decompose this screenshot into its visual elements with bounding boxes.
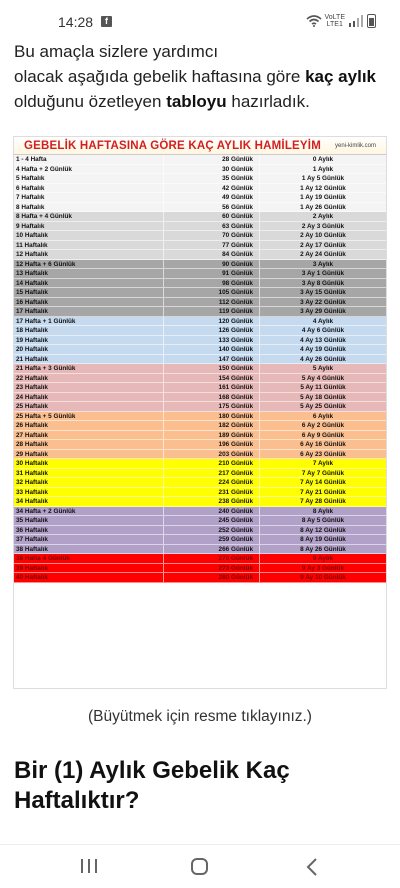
intro-line-2-text: olacak aşağıda gebelik haftasına göre bbox=[14, 67, 306, 86]
months-cell: 3 Aylık bbox=[312, 260, 334, 268]
table-row bbox=[14, 364, 386, 374]
status-bar bbox=[0, 0, 400, 40]
months-cell: 4 Ay 26 Günlük bbox=[300, 355, 346, 363]
days-cell: 91 Günlük bbox=[164, 269, 260, 278]
days-cell: 189 Günlük bbox=[164, 431, 260, 440]
months-cell: 6 Ay 23 Günlük bbox=[300, 450, 346, 458]
months-cell: 1 Ay 26 Günlük bbox=[300, 203, 346, 211]
table-row bbox=[14, 412, 386, 422]
table-row bbox=[14, 450, 386, 460]
months-cell: 5 Aylık bbox=[312, 365, 334, 372]
days-cell: 84 Günlük bbox=[164, 250, 260, 259]
pregnancy-table-image[interactable] bbox=[13, 136, 387, 689]
table-row bbox=[14, 355, 386, 365]
months-cell: 1 Ay 19 Günlük bbox=[300, 194, 346, 201]
months-cell: 7 Ay 14 Günlük bbox=[300, 479, 346, 486]
wifi-icon bbox=[306, 15, 322, 27]
days-cell: 270 Günlük bbox=[164, 554, 260, 563]
table-row bbox=[14, 440, 386, 450]
days-cell: 126 Günlük bbox=[164, 326, 260, 335]
months-cell: 8 Ay 26 Günlük bbox=[300, 545, 346, 553]
recents-icon bbox=[95, 859, 97, 873]
days-cell: 90 Günlük bbox=[164, 260, 260, 269]
days-cell: 120 Günlük bbox=[164, 317, 260, 326]
table-row bbox=[14, 260, 386, 270]
days-cell: 49 Günlük bbox=[164, 193, 260, 202]
days-cell: 196 Günlük bbox=[164, 440, 260, 449]
days-cell: 133 Günlük bbox=[164, 336, 260, 345]
table-row bbox=[14, 336, 386, 346]
days-cell: 112 Günlük bbox=[164, 298, 260, 307]
months-cell: 8 Ay 12 Günlük bbox=[300, 526, 346, 534]
table-row bbox=[14, 345, 386, 355]
week-cell: 21 Haftalık bbox=[14, 355, 164, 364]
table-row bbox=[14, 469, 386, 479]
table-title: GEBELİK HAFTASINA GÖRE KAÇ AYLIK HAMİLEYİM bbox=[24, 139, 321, 152]
week-cell: 21 Hafta + 3 Günlük bbox=[14, 364, 164, 373]
week-cell: 19 Haftalık bbox=[14, 336, 164, 345]
months-cell: 8 Aylık bbox=[312, 507, 334, 515]
months-cell: 1 Ay 5 Günlük bbox=[301, 175, 345, 182]
volte-label: VoLTE bbox=[324, 14, 345, 21]
week-cell: 25 Haftalık bbox=[14, 402, 164, 411]
week-cell: 39 Haftalık bbox=[14, 564, 164, 573]
table-row bbox=[14, 497, 386, 507]
table-row bbox=[14, 203, 386, 213]
week-cell: 1 - 4 Hafta bbox=[14, 155, 164, 164]
recents-icon bbox=[88, 859, 90, 873]
week-cell: 6 Haftalık bbox=[14, 184, 164, 193]
months-cell: 4 Ay 13 Günlük bbox=[300, 336, 346, 344]
months-cell: 6 Ay 9 Günlük bbox=[301, 431, 345, 439]
months-cell: 9 Ay 3 Günlük bbox=[301, 564, 345, 572]
week-cell: 13 Haftalık bbox=[14, 269, 164, 278]
days-cell: 70 Günlük bbox=[164, 231, 260, 240]
table-row bbox=[14, 241, 386, 251]
months-cell: 6 Aylık bbox=[312, 412, 334, 420]
table-row bbox=[14, 507, 386, 517]
status-time: 14:28 bbox=[58, 14, 94, 30]
days-cell: 203 Günlük bbox=[164, 450, 260, 459]
week-cell: 27 Haftalık bbox=[14, 431, 164, 440]
days-cell: 161 Günlük bbox=[164, 383, 260, 392]
table-row bbox=[14, 478, 386, 488]
months-cell: 5 Ay 4 Günlük bbox=[301, 374, 345, 382]
table-row bbox=[14, 231, 386, 241]
table-row bbox=[14, 212, 386, 222]
week-cell: 18 Haftalık bbox=[14, 326, 164, 335]
week-cell: 32 Haftalık bbox=[14, 478, 164, 487]
months-cell: 7 Ay 7 Günlük bbox=[301, 469, 345, 477]
days-cell: 224 Günlük bbox=[164, 478, 260, 487]
week-cell: 8 Hafta + 4 Günlük bbox=[14, 212, 164, 221]
months-cell: 2 Ay 17 Günlük bbox=[300, 241, 346, 249]
week-cell: 28 Haftalık bbox=[14, 440, 164, 449]
table-row bbox=[14, 516, 386, 526]
days-cell: 140 Günlük bbox=[164, 345, 260, 354]
table-row bbox=[14, 545, 386, 555]
week-cell: 40 Haftalık bbox=[14, 573, 164, 582]
week-cell: 31 Haftalık bbox=[14, 469, 164, 478]
table-row bbox=[14, 431, 386, 441]
table-site: yeni-kimlik.com bbox=[334, 142, 376, 149]
week-cell: 36 Haftalık bbox=[14, 526, 164, 535]
days-cell: 168 Günlük bbox=[164, 393, 260, 402]
recents-button[interactable] bbox=[81, 859, 97, 873]
table-row bbox=[14, 564, 386, 574]
table-row bbox=[14, 298, 386, 308]
week-cell: 22 Haftalık bbox=[14, 374, 164, 383]
months-cell: 7 Ay 21 Günlük bbox=[300, 488, 346, 496]
back-icon bbox=[308, 859, 316, 875]
week-cell: 38 Hafta 4 Günlük bbox=[14, 554, 164, 563]
week-cell: 34 Hafta + 2 Günlük bbox=[14, 507, 164, 516]
days-cell: 240 Günlük bbox=[164, 507, 260, 516]
table-row bbox=[14, 184, 386, 194]
week-cell: 24 Haftalık bbox=[14, 393, 164, 402]
intro-line-3-bold: tabloyu bbox=[166, 92, 227, 111]
week-cell: 12 Hafta + 6 Günlük bbox=[14, 260, 164, 269]
months-cell: 0 Aylık bbox=[312, 156, 334, 163]
months-cell: 5 Ay 18 Günlük bbox=[300, 393, 346, 401]
months-cell: 5 Ay 25 Günlük bbox=[300, 403, 346, 410]
week-cell: 17 Hafta + 1 Günlük bbox=[14, 317, 164, 326]
section-heading: Bir (1) Aylık Gebelik Kaç Haftalıktır? bbox=[14, 757, 290, 814]
home-button[interactable] bbox=[191, 858, 208, 875]
intro-line-2 bbox=[14, 64, 394, 89]
table-row bbox=[14, 317, 386, 327]
days-cell: 210 Günlük bbox=[164, 459, 260, 468]
week-cell: 33 Haftalık bbox=[14, 488, 164, 497]
table-header bbox=[14, 137, 386, 155]
table-row bbox=[14, 250, 386, 260]
intro-paragraph bbox=[14, 39, 394, 114]
months-cell: 9 Ay 10 Günlük bbox=[300, 574, 346, 581]
months-cell: 7 Ay 28 Günlük bbox=[300, 498, 346, 505]
months-cell: 9 Aylık bbox=[312, 555, 334, 562]
week-cell: 10 Haftalık bbox=[14, 231, 164, 240]
back-button[interactable] bbox=[305, 857, 319, 877]
months-cell: 4 Ay 6 Günlük bbox=[301, 327, 345, 334]
week-cell: 12 Haftalık bbox=[14, 250, 164, 259]
week-cell: 16 Haftalık bbox=[14, 298, 164, 307]
days-cell: 231 Günlük bbox=[164, 488, 260, 497]
days-cell: 119 Günlük bbox=[164, 307, 260, 316]
table-rows bbox=[14, 155, 386, 583]
months-cell: 3 Ay 15 Günlük bbox=[300, 289, 346, 296]
week-cell: 17 Haftalık bbox=[14, 307, 164, 316]
week-cell: 8 Haftalık bbox=[14, 203, 164, 212]
table-row bbox=[14, 459, 386, 469]
week-cell: 29 Haftalık bbox=[14, 450, 164, 459]
week-cell: 15 Haftalık bbox=[14, 288, 164, 297]
table-row bbox=[14, 393, 386, 403]
week-cell: 30 Haftalık bbox=[14, 459, 164, 468]
table-row bbox=[14, 402, 386, 412]
months-cell: 4 Ay 19 Günlük bbox=[300, 346, 346, 353]
days-cell: 180 Günlük bbox=[164, 412, 260, 421]
week-cell: 23 Haftalık bbox=[14, 383, 164, 392]
days-cell: 42 Günlük bbox=[164, 184, 260, 193]
months-cell: 2 Aylık bbox=[312, 213, 334, 220]
week-cell: 35 Haftalık bbox=[14, 516, 164, 525]
table-row bbox=[14, 222, 386, 232]
intro-line-2-bold: kaç aylık bbox=[305, 67, 376, 86]
week-cell: 4 Hafta + 2 Günlük bbox=[14, 165, 164, 174]
days-cell: 150 Günlük bbox=[164, 364, 260, 373]
months-cell: 2 Ay 10 Günlük bbox=[300, 232, 346, 239]
image-caption: (Büyütmek için resme tıklayınız.) bbox=[88, 708, 312, 725]
days-cell: 245 Günlük bbox=[164, 516, 260, 525]
months-cell: 4 Aylık bbox=[312, 317, 334, 325]
days-cell: 147 Günlük bbox=[164, 355, 260, 364]
intro-line-1: Bu amaçla sizlere yardımcı bbox=[14, 42, 219, 61]
days-cell: 98 Günlük bbox=[164, 279, 260, 288]
days-cell: 273 Günlük bbox=[164, 564, 260, 573]
week-cell: 25 Hafta + 5 Günlük bbox=[14, 412, 164, 421]
week-cell: 11 Haftalık bbox=[14, 241, 164, 250]
lte-label: LTE1 bbox=[326, 21, 343, 28]
week-cell: 9 Haftalık bbox=[14, 222, 164, 231]
table-row bbox=[14, 165, 386, 175]
months-cell: 3 Ay 22 Günlük bbox=[300, 298, 346, 306]
intro-line-3 bbox=[14, 89, 394, 114]
week-cell: 34 Haftalık bbox=[14, 497, 164, 506]
days-cell: 28 Günlük bbox=[164, 155, 260, 164]
months-cell: 1 Ay 12 Günlük bbox=[300, 184, 346, 192]
table-row bbox=[14, 383, 386, 393]
days-cell: 63 Günlük bbox=[164, 222, 260, 231]
week-cell: 38 Haftalık bbox=[14, 545, 164, 554]
navigation-bar bbox=[0, 844, 400, 888]
months-cell: 8 Ay 5 Günlük bbox=[301, 517, 345, 524]
facebook-notification-icon: f bbox=[101, 16, 112, 27]
days-cell: 259 Günlük bbox=[164, 535, 260, 544]
months-cell: 7 Aylık bbox=[312, 460, 334, 467]
days-cell: 105 Günlük bbox=[164, 288, 260, 297]
battery-icon bbox=[367, 14, 376, 28]
table-row bbox=[14, 421, 386, 431]
table-row bbox=[14, 193, 386, 203]
volte-indicator bbox=[325, 14, 346, 28]
months-cell: 2 Ay 3 Günlük bbox=[301, 222, 345, 230]
table-row bbox=[14, 554, 386, 564]
months-cell: 2 Ay 24 Günlük bbox=[300, 251, 346, 258]
table-row bbox=[14, 374, 386, 384]
months-cell: 8 Ay 19 Günlük bbox=[300, 536, 346, 543]
table-row bbox=[14, 279, 386, 289]
signal-icon bbox=[348, 15, 364, 27]
week-cell: 26 Haftalık bbox=[14, 421, 164, 430]
months-cell: 6 Ay 16 Günlük bbox=[300, 441, 346, 448]
days-cell: 35 Günlük bbox=[164, 174, 260, 183]
days-cell: 175 Günlük bbox=[164, 402, 260, 411]
table-row bbox=[14, 326, 386, 336]
table-row bbox=[14, 155, 386, 165]
days-cell: 252 Günlük bbox=[164, 526, 260, 535]
week-cell: 7 Haftalık bbox=[14, 193, 164, 202]
days-cell: 280 Günlük bbox=[164, 573, 260, 582]
days-cell: 154 Günlük bbox=[164, 374, 260, 383]
table-row bbox=[14, 535, 386, 545]
week-cell: 5 Haftalık bbox=[14, 174, 164, 183]
week-cell: 20 Haftalık bbox=[14, 345, 164, 354]
days-cell: 182 Günlük bbox=[164, 421, 260, 430]
days-cell: 56 Günlük bbox=[164, 203, 260, 212]
week-cell: 37 Haftalık bbox=[14, 535, 164, 544]
recents-icon bbox=[81, 859, 83, 873]
table-row bbox=[14, 307, 386, 317]
days-cell: 217 Günlük bbox=[164, 469, 260, 478]
days-cell: 238 Günlük bbox=[164, 497, 260, 506]
days-cell: 77 Günlük bbox=[164, 241, 260, 250]
days-cell: 60 Günlük bbox=[164, 212, 260, 221]
days-cell: 266 Günlük bbox=[164, 545, 260, 554]
table-row bbox=[14, 174, 386, 184]
table-row bbox=[14, 269, 386, 279]
intro-line-3-end: hazırladık. bbox=[226, 92, 310, 111]
week-cell: 14 Haftalık bbox=[14, 279, 164, 288]
table-row bbox=[14, 288, 386, 298]
months-cell: 5 Ay 11 Günlük bbox=[300, 384, 346, 391]
months-cell: 1 Aylık bbox=[312, 165, 334, 173]
table-row bbox=[14, 573, 386, 583]
status-indicators bbox=[306, 14, 377, 28]
months-cell: 6 Ay 2 Günlük bbox=[301, 422, 345, 429]
days-cell: 30 Günlük bbox=[164, 165, 260, 174]
table-row bbox=[14, 526, 386, 536]
months-cell: 3 Ay 29 Günlük bbox=[300, 308, 346, 315]
table-row bbox=[14, 488, 386, 498]
months-cell: 3 Ay 1 Günlük bbox=[301, 270, 345, 277]
months-cell: 3 Ay 8 Günlük bbox=[301, 279, 345, 287]
intro-line-3-text: olduğunu özetleyen bbox=[14, 92, 167, 111]
